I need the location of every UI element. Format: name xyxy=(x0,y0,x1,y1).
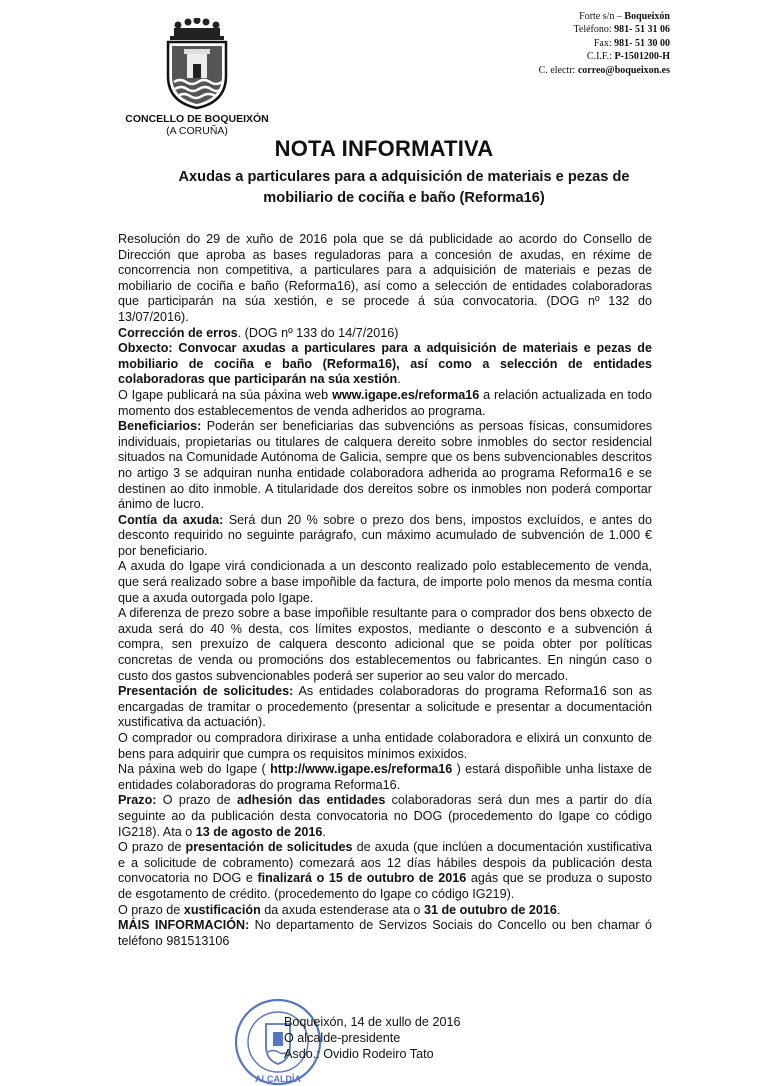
paragraph-entity-list: Na páxina web do Igape ( http://www.igape.es/reforma16 ) estará dispoñible unha listaxe de entidades colaboradoras do programa Reforma16. xyxy=(118,762,652,792)
contact-fax: Fax: 981- 51 30 00 xyxy=(593,37,670,49)
document-body xyxy=(118,232,652,949)
signatory-name: Asdo.: Ovidio Rodeiro Tato xyxy=(284,1047,434,1061)
council-block xyxy=(112,113,282,137)
paragraph-igape-web: O Igape publicará na súa páxina web www.igape.es/reforma16 a relación actualizada en todo momento dos establecementos de venda adheridos ao programa. xyxy=(118,387,652,418)
paragraph-discount: A axuda do Igape virá condicionada a un desconto realizado polo establecemento de venda, que será realizado sobre a base impoñible da factura, de importe polo menos da mesma contía que a axuda outorgada polo Igape. xyxy=(118,559,652,605)
council-name: CONCELLO DE BOQUEIXÓN xyxy=(125,113,269,125)
paragraph-deadline-adhesion: Prazo: O prazo de adhesión das entidades colaboradoras será dun mes a partir do día seguinte ao da publicación desta convocatoria no DOG (procedemento do Igape co código IG218). Ata o 13 de agosto de 2016. xyxy=(118,793,652,839)
paragraph-object: Obxecto: Convocar axudas a particulares para a adquisición de materiais e pezas de mobiliario de cociña e baño (Reforma16), así como a selección de entidades colaboradoras que participarán na súa xestión. xyxy=(118,341,652,387)
paragraph-more-info: MÁIS INFORMACIÓN: No departamento de Servizos Sociais do Concello ou ben chamar ó teléfono 981513106 xyxy=(118,918,652,948)
contact-cif: C.I.F.: P-1501200-H xyxy=(586,51,670,63)
stamp-text: ALCALDÍA xyxy=(255,1074,301,1084)
paragraph-resolution: Resolución do 29 de xuño de 2016 pola que se dá publicidade ao acordo do Consello de Dirección que aproba as bases reguladoras para a concesión de axudas, en réxime de concorrencia non competitiva, a particulares para a adquisición de materiais e pezas de mobiliario de cociña e baño (Reforma16), así como a selección de entidades colaboradoras que participarán na súa xestión, e se procede á súa convocatoria. (DOG nº 132 do 13/07/2016). xyxy=(118,232,652,324)
paragraph-price-difference: A diferenza de prezo sobre a base impoñible resultante para o comprador dos bens obxecto de axuda será do 40 % desta, cos límites expostos, mediante o desconto e a subvención á compra, sen prexuízo de calquera desconto adicional que se poida obter por políticas concretas de venda ou promocións dos establecementos ou fabricantes. En ningún caso o custo dos gastos subvencionables poderá ser superior ao seu valor do mercado. xyxy=(118,606,652,683)
contact-email: C. electr: correo@boqueixon.es xyxy=(538,64,670,76)
paragraph-correction: Corrección de erros. (DOG nº 133 do 14/7/2016) xyxy=(118,325,399,340)
signature-block xyxy=(284,1014,460,1062)
paragraph-beneficiaries: Beneficiarios: Poderán ser beneficiarias das subvencións as persoas físicas, consumidores individuais, propietarias ou titulares de calquera dereito sobre inmobles do sector residencial situados na Comunidade Autónoma de Galicia, sempre que os bens subvencionables descritos no artigo 3 se adquiran nunha entidade colaboradora adherida ao programa Reforma16 e se destinen ao dito inmoble. A titularidade dos dereitos sobre os inmobles non poderá comportar ánimo de lucro. xyxy=(118,419,652,512)
document-title: NOTA INFORMATIVA xyxy=(274,136,494,161)
paragraph-deadline-applications: O prazo de presentación de solicitudes de axuda (que inclúen a documentación xustificativa e a solicitude de cobramento) comezará aos 12 días hábiles despois da publicación desta convocatoria no DOG e finalizará o 15 de outubro de 2016 agás que se produza o suposto de esgotamento de crédito. (procedemento do Igape co código IG219). xyxy=(118,840,652,901)
document-subtitle: Axudas a particulares para a adquisición de materiais e pezas de mobiliario de cociña e baño (Reforma16) xyxy=(178,169,630,206)
contact-address: Forte s/n – Boqueixón xyxy=(579,11,670,22)
paragraph-buyer: O comprador ou compradora dirixirase a unha entidade colaboradora e elixirá un conxunto de bens para adquirir que cumpra os requisitos mínimos exixidos. xyxy=(118,731,652,761)
paragraph-amount: Contía da axuda: Será dun 20 % sobre o prezo dos bens, impostos excluídos, e antes do desconto requirido no seguinte parágrafo, cun máximo acumulado de subvención de 1.000 € por beneficiario. xyxy=(118,512,652,558)
place-date: Boqueixón, 14 de xullo de 2016 xyxy=(284,1015,461,1029)
paragraph-deadline-justification: O prazo de xustificación da axuda estenderase ata o 31 de outubro de 2016. xyxy=(118,902,561,917)
paragraph-applications: Presentación de solicitudes: As entidades colaboradoras do programa Reforma16 son as encargadas de tramitar o procedemento (presentar a solicitude e presentar a documentación xustificativa da actuación). xyxy=(118,684,652,730)
contact-phone: Teléfono: 981- 51 31 06 xyxy=(573,24,670,36)
province: (A CORUÑA) xyxy=(166,125,228,137)
coat-of-arms-icon xyxy=(160,18,234,110)
contact-block xyxy=(539,10,670,77)
signatory-role: O alcalde-presidente xyxy=(284,1031,401,1045)
